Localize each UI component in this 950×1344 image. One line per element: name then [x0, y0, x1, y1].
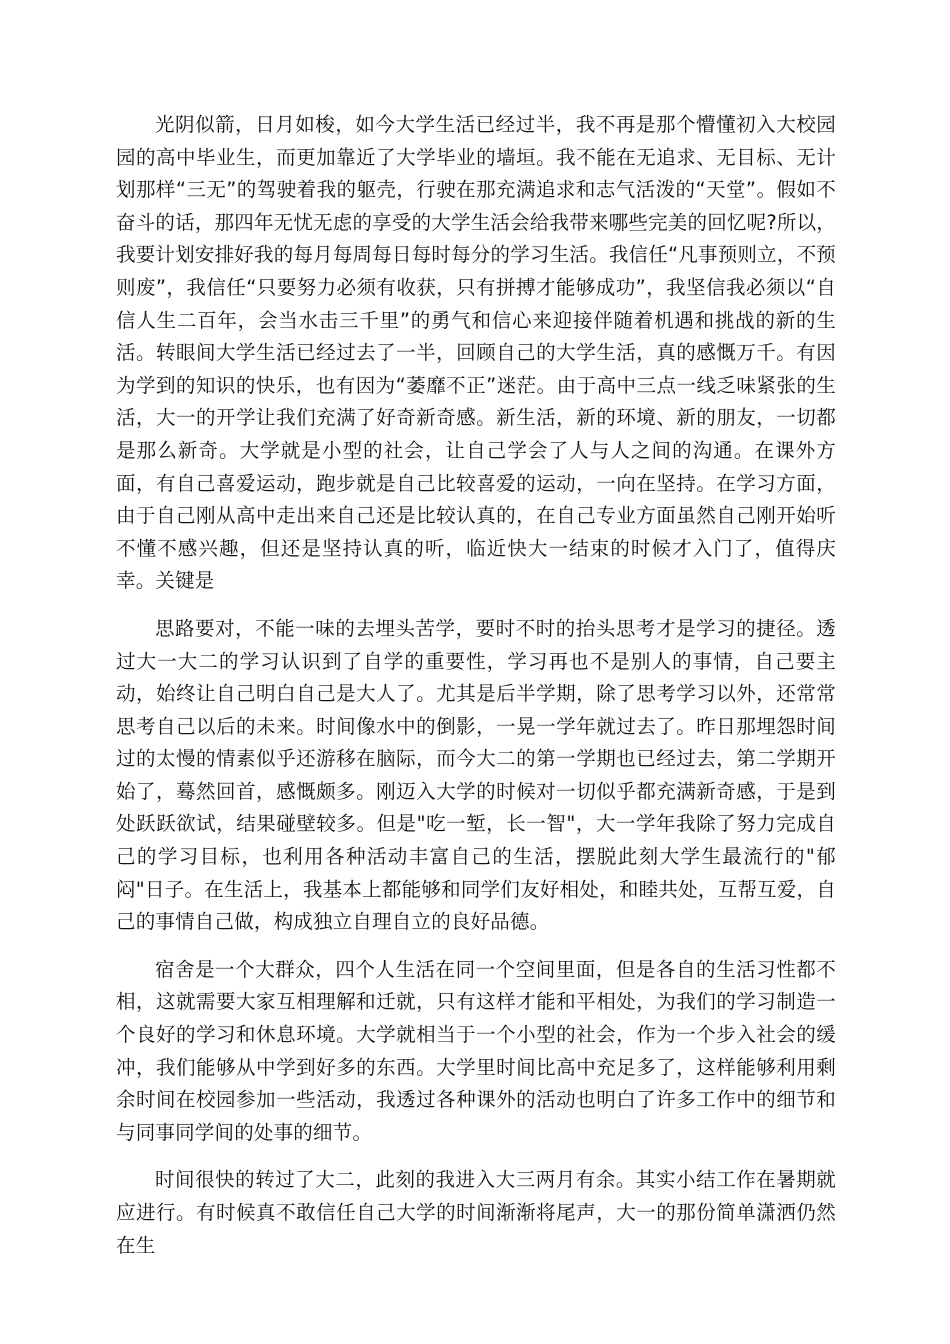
paragraph-4: 时间很快的转过了大二，此刻的我进入大三两月有余。其实小结工作在暑期就应进行。有时候真不敢信任自己大学的时间渐渐将尾声，大一的那份简单潇洒仍然在生: [116, 1168, 836, 1257]
document-body: [116, 109, 836, 1262]
paragraph-1: 光阴似箭，日月如梭，如今大学生活已经过半，我不再是那个懵懂初入大校园园的高中毕业生，而更加靠近了大学毕业的墙垣。我不能在无追求、无目标、无计划那样“三无”的驾驶着我的躯壳，行驶在那充满追求和志气活泼的“天堂”。假如不奋斗的话，那四年无忧无虑的享受的大学生活会给我带来哪些完美的回忆呢?所以，我要计划安排好我的每月每周每日每时每分的学习生活。我信任“凡事预则立，不预则废”，我信任“只要努力必须有收获，只有拼搏才能够成功”，我坚信我必须以“自信人生二百年，会当水击三千里”的勇气和信心来迎接伴随着机遇和挑战的新的生活。转眼间大学生活已经过去了一半，回顾自己的大学生活，真的感慨万千。有因为学到的知识的快乐，也有因为“萎靡不正”迷茫。由于高中三点一线乏味紧张的生活，大一的开学让我们充满了好奇新奇感。新生活，新的环境、新的朋友，一切都是那么新奇。大学就是小型的社会，让自己学会了人与人之间的沟通。在课外方面，有自己喜爱运动，跑步就是自己比较喜爱的运动，一向在坚持。在学习方面，由于自己刚从高中走出来自己还是比较认真的，在自己专业方面虽然自己刚开始听不懂不感兴趣，但还是坚持认真的听，临近快大一结束的时候才入门了，值得庆幸。关键是: [116, 113, 836, 593]
paragraph-2: 思路要对，不能一味的去埋头苦学，要时不时的抬头思考才是学习的捷径。透过大一大二的学习认识到了自学的重要性，学习再也不是别人的事情，自己要主动，始终让自己明白自己是大人了。尤其是后半学期，除了思考学习以外，还常常思考自己以后的未来。时间像水中的倒影，一晃一学年就过去了。昨日那埋怨时间过的太慢的情素似乎还游移在脑际，而今大二的第一学期也已经过去，第二学期开始了，蓦然回首，感慨颇多。刚迈入大学的时候对一切似乎都充满新奇感，于是到处跃跃欲试，结果碰壁较多。但是"吃一堑，长一智"，大一学年我除了努力完成自己的学习目标，也利用各种活动丰富自己的生活，摆脱此刻大学生最流行的"郁闷"日子。在生活上，我基本上都能够和同学们友好相处，和睦共处，互帮互爱，自己的事情自己做，构成独立自理自立的良好品德。: [116, 616, 836, 934]
paragraph-3: 宿舍是一个大群众，四个人生活在同一个空间里面，但是各自的生活习性都不相，这就需要大家互相理解和迁就，只有这样才能和平相处，为我们的学习制造一个良好的学习和休息环境。大学就相当于一个小型的社会，作为一个步入社会的缓冲，我们能够从中学到好多的东西。大学里时间比高中充足多了，这样能够利用剩余时间在校园参加一些活动，我透过各种课外的活动也明白了许多工作中的细节和与同事同学间的处事的细节。: [116, 957, 836, 1144]
